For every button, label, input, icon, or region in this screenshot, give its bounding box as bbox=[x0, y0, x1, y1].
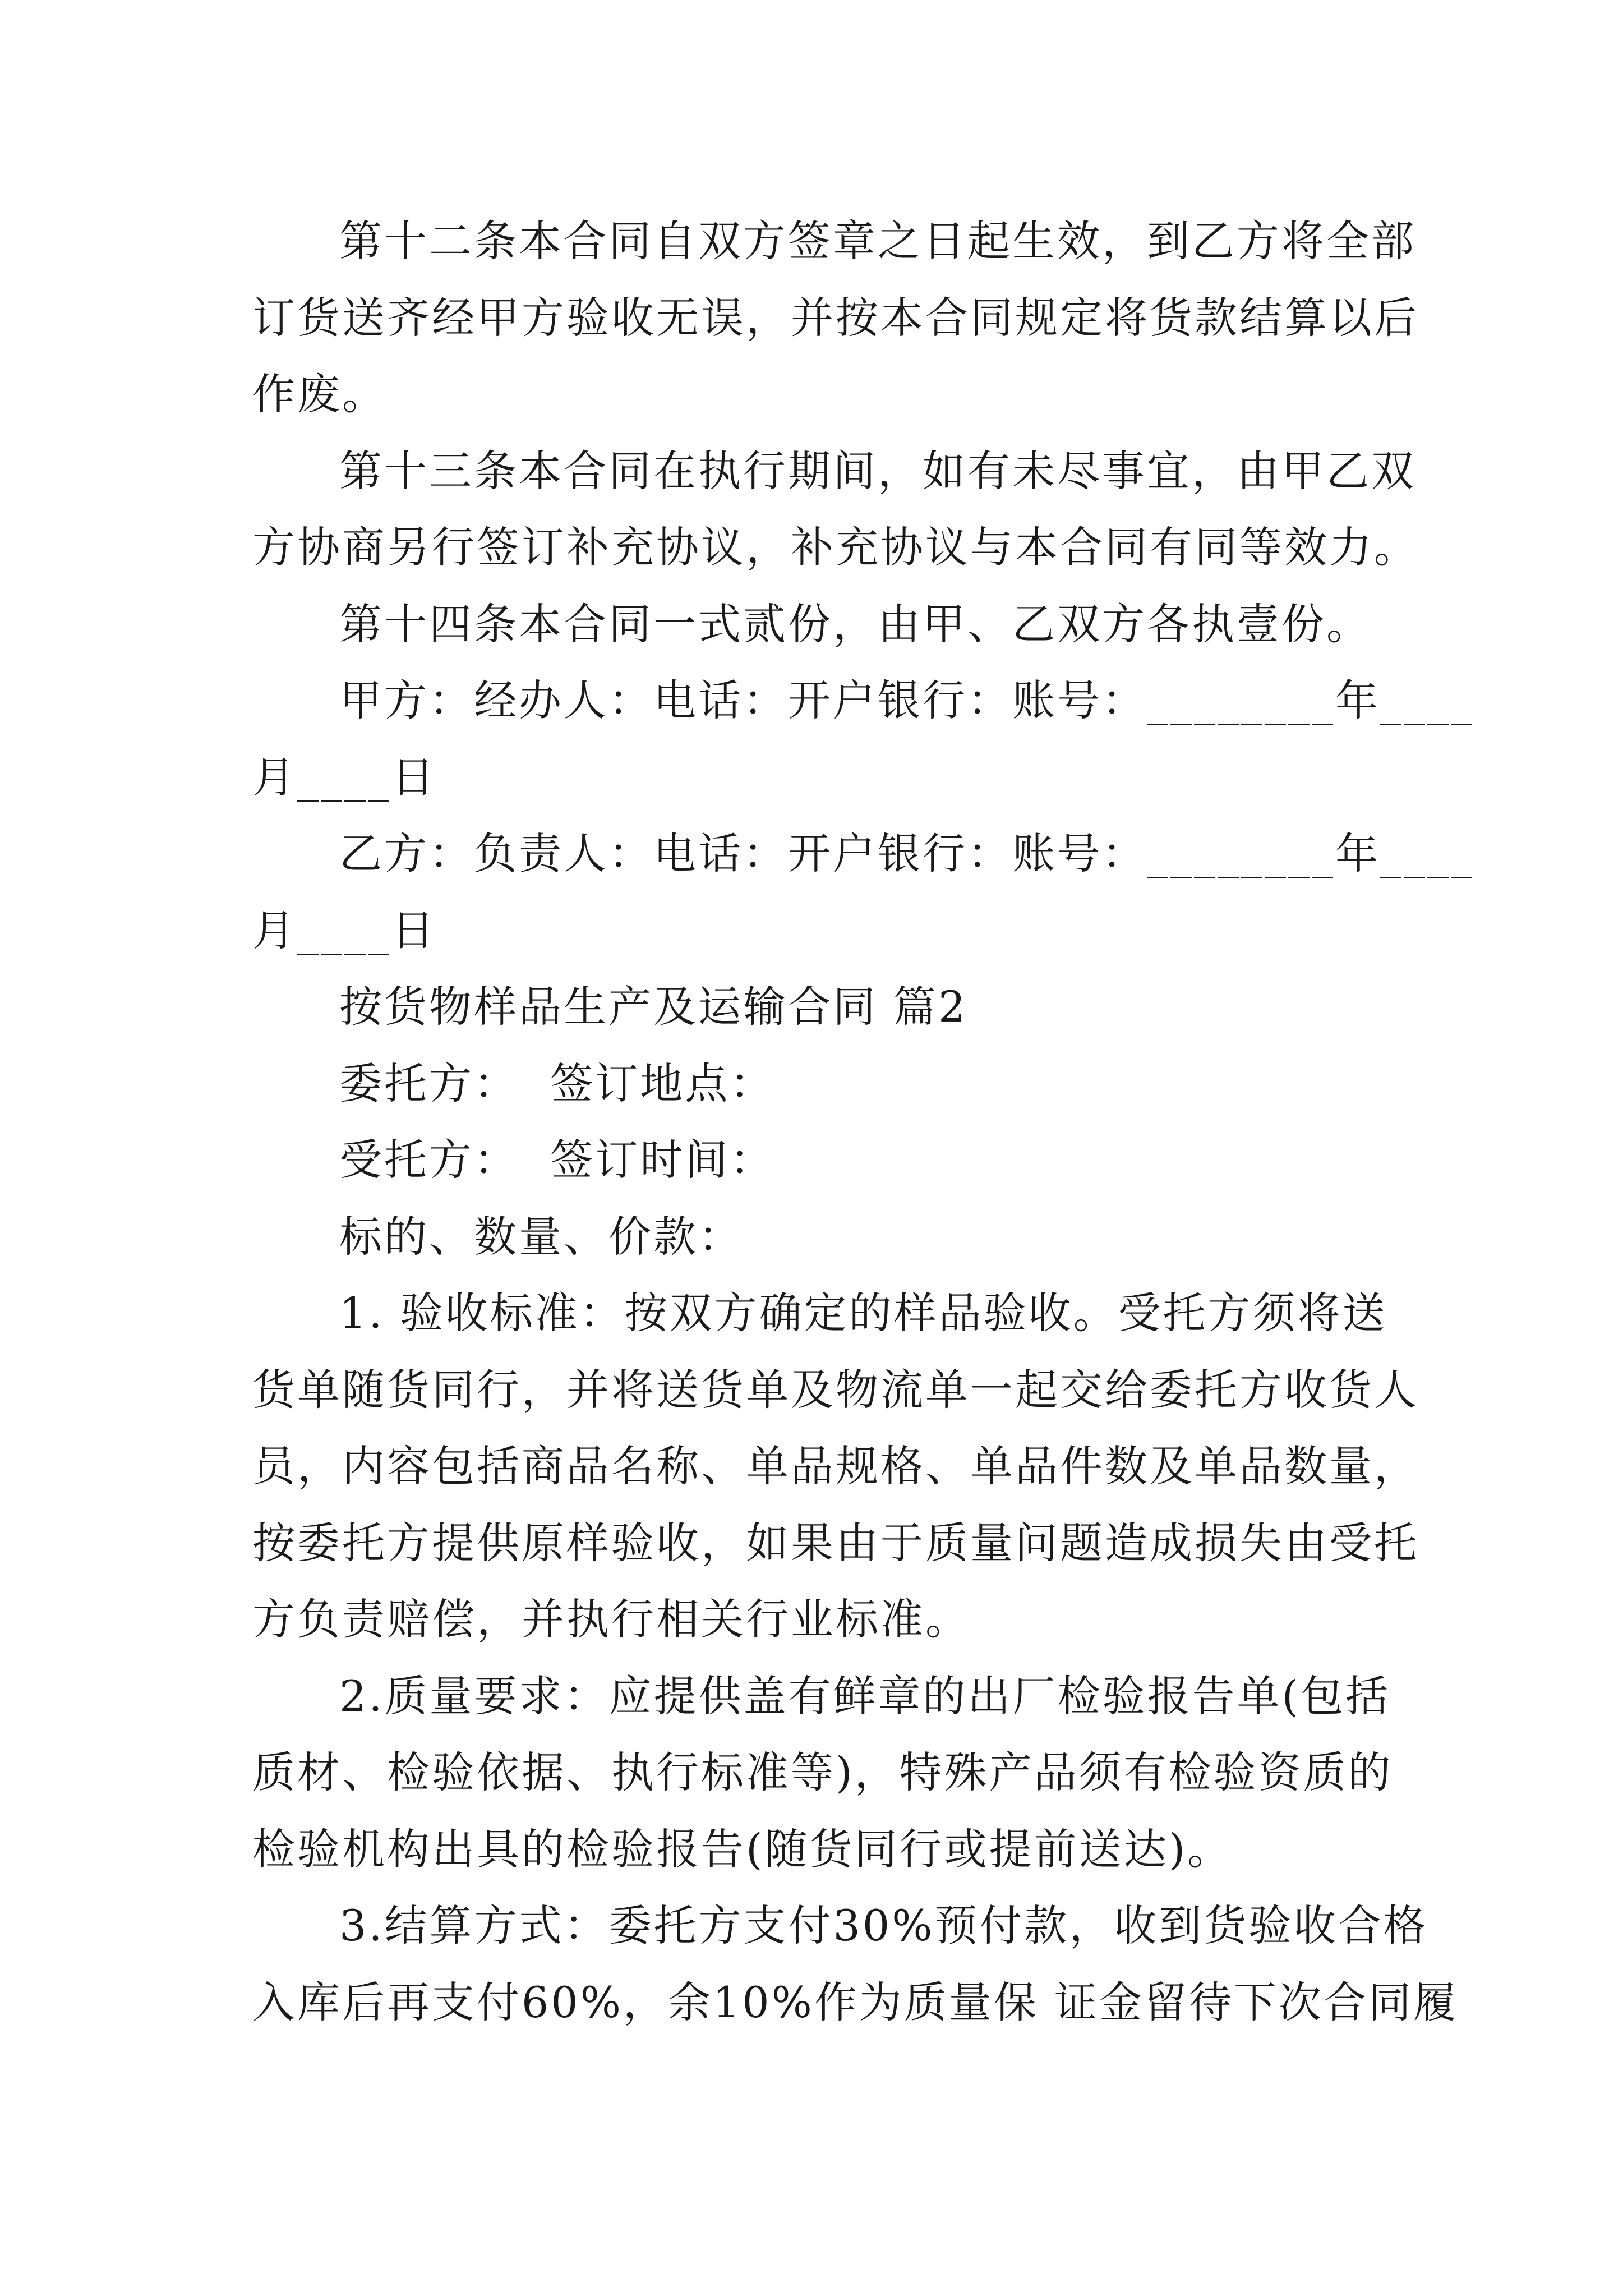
text-line: 2.质量要求：应提供盖有鲜章的出厂检验报告单(包括 bbox=[339, 1671, 1391, 1721]
text-line: 货单随货同行，并将送货单及物流单一起交给委托方收货人 bbox=[252, 1365, 1419, 1415]
text-line: 订货送齐经甲方验收无误，并按本合同规定将货款结算以后 bbox=[252, 293, 1419, 343]
text-line: 按委托方提供原样验收，如果由于质量问题造成损失由受托 bbox=[252, 1518, 1419, 1568]
text-line: 入库后再支付60%，余10%作为质量保 证金留待下次合同履 bbox=[252, 1977, 1459, 2027]
text-line: 受托方： 签订时间： bbox=[339, 1135, 775, 1185]
text-line: 甲方：经办人：电话：开户银行：账号：________年____ bbox=[339, 675, 1474, 725]
section-heading: 按货物样品生产及运输合同 篇2 bbox=[339, 982, 968, 1032]
text-line: 检验机构出具的检验报告(随货同行或提前送达)。 bbox=[252, 1824, 1233, 1874]
text-line: 标的、数量、价款： bbox=[339, 1212, 743, 1262]
text-line: 3.结算方式：委托方支付30%预付款，收到货验收合格 bbox=[339, 1901, 1428, 1950]
text-line: 1. 验收标准：按双方确定的样品验收。受托方须将送 bbox=[339, 1288, 1387, 1338]
text-line: 方负责赔偿，并执行相关行业标准。 bbox=[252, 1594, 970, 1644]
text-line: 作废。 bbox=[252, 369, 387, 419]
text-line: 月____日 bbox=[252, 905, 436, 955]
text-line: 方协商另行签订补充协议，补充协议与本合同有同等效力。 bbox=[252, 522, 1419, 572]
text-line: 第十二条本合同自双方签章之日起生效，到乙方将全部 bbox=[339, 216, 1416, 266]
text-line: 质材、检验依据、执行标准等)，特殊产品须有检验资质的 bbox=[252, 1747, 1393, 1797]
text-line: 第十四条本合同一式贰份，由甲、乙双方各执壹份。 bbox=[339, 599, 1371, 649]
text-line: 委托方： 签订地点： bbox=[339, 1059, 775, 1108]
text-line: 乙方：负责人：电话：开户银行：账号：________年____ bbox=[339, 829, 1474, 878]
text-line: 员，内容包括商品名称、单品规格、单品件数及单品数量， bbox=[252, 1441, 1419, 1491]
text-line: 第十三条本合同在执行期间，如有未尽事宜，由甲乙双 bbox=[339, 446, 1416, 496]
text-line: 月____日 bbox=[252, 752, 436, 802]
